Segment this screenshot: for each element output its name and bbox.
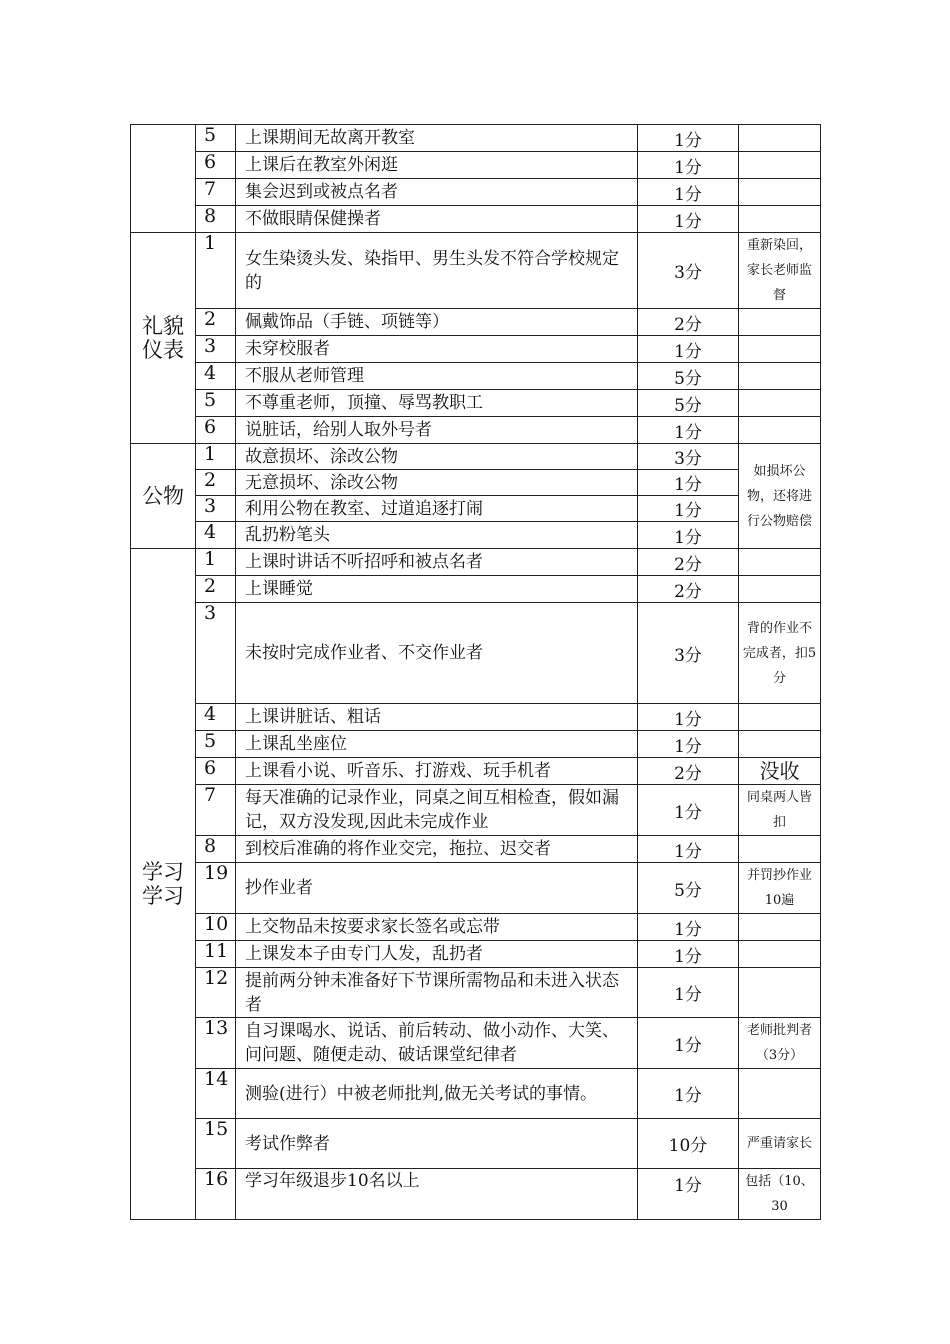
row-item: 学习年级退步10名以上 [236, 1169, 638, 1220]
row-item: 不服从老师管理 [236, 363, 638, 390]
row-item: 上课时讲话不听招呼和被点名者 [236, 549, 638, 576]
row-number: 4 [196, 704, 236, 731]
row-item: 集会迟到或被点名者 [236, 179, 638, 206]
table-row [131, 1018, 821, 1069]
row-note [739, 914, 821, 941]
row-number: 4 [196, 522, 236, 549]
row-score: 1分 [638, 496, 739, 522]
category-cell: 礼貌仪表 [131, 233, 196, 444]
row-note [739, 125, 821, 152]
row-item: 上课乱坐座位 [236, 731, 638, 758]
row-number: 14 [196, 1069, 236, 1119]
table-row [131, 941, 821, 968]
row-score: 3分 [638, 444, 739, 470]
row-score: 1分 [638, 152, 739, 179]
row-note: 背的作业不完成者，扣5分 [739, 603, 821, 704]
row-score: 2分 [638, 309, 739, 336]
row-number: 3 [196, 496, 236, 522]
row-score: 2分 [638, 758, 739, 785]
row-score: 1分 [638, 941, 739, 968]
row-score: 5分 [638, 390, 739, 417]
row-number: 19 [196, 863, 236, 914]
row-note [739, 206, 821, 233]
row-score: 1分 [638, 836, 739, 863]
row-note: 没收 [739, 758, 821, 785]
row-number: 8 [196, 836, 236, 863]
row-note: 并罚抄作业10遍 [739, 863, 821, 914]
row-item: 上课后在教室外闲逛 [236, 152, 638, 179]
row-item: 佩戴饰品（手链、项链等） [236, 309, 638, 336]
table-row [131, 309, 821, 336]
row-note [739, 363, 821, 390]
row-score: 1分 [638, 704, 739, 731]
row-number: 8 [196, 206, 236, 233]
row-note [739, 576, 821, 603]
table-row [131, 576, 821, 603]
row-number: 1 [196, 233, 236, 309]
row-item: 自习课喝水、说话、前后转动、做小动作、大笑、问问题、随便走动、破话课堂纪律者 [236, 1018, 638, 1069]
row-number: 5 [196, 731, 236, 758]
table-row [131, 233, 821, 309]
row-note [739, 417, 821, 444]
table-row [131, 336, 821, 363]
row-note [739, 968, 821, 1018]
table-row [131, 125, 821, 152]
table-row [131, 152, 821, 179]
row-item: 考试作弊者 [236, 1119, 638, 1169]
category-cell: 公物 [131, 444, 196, 549]
row-number: 1 [196, 444, 236, 470]
row-note [739, 179, 821, 206]
row-note: 老师批判者（3分） [739, 1018, 821, 1069]
row-number: 2 [196, 470, 236, 496]
row-item: 每天准确的记录作业，同桌之间互相检查，假如漏记，双方没发现,因此未完成作业 [236, 785, 638, 836]
row-number: 7 [196, 179, 236, 206]
table-row [131, 179, 821, 206]
table-row [131, 522, 821, 549]
row-note [739, 390, 821, 417]
row-score: 1分 [638, 1018, 739, 1069]
row-item: 不做眼睛保健操者 [236, 206, 638, 233]
row-number: 6 [196, 152, 236, 179]
row-number: 4 [196, 363, 236, 390]
row-number: 11 [196, 941, 236, 968]
row-note [739, 549, 821, 576]
table-row [131, 914, 821, 941]
table-row [131, 444, 821, 470]
row-score: 1分 [638, 914, 739, 941]
deduction-table [130, 124, 821, 1220]
table-row [131, 731, 821, 758]
row-note [739, 941, 821, 968]
row-item: 上课讲脏话、粗话 [236, 704, 638, 731]
table-row [131, 1119, 821, 1169]
row-number: 5 [196, 390, 236, 417]
row-score: 1分 [638, 125, 739, 152]
row-item: 上课期间无故离开教室 [236, 125, 638, 152]
row-score: 1分 [638, 731, 739, 758]
row-number: 3 [196, 603, 236, 704]
row-note: 同桌两人皆扣 [739, 785, 821, 836]
row-score: 1分 [638, 522, 739, 549]
row-item: 测验(进行）中被老师批判,做无关考试的事情。 [236, 1069, 638, 1119]
row-score: 1分 [638, 206, 739, 233]
row-item: 女生染烫头发、染指甲、男生头发不符合学校规定的 [236, 233, 638, 309]
row-score: 1分 [638, 1069, 739, 1119]
table-row [131, 968, 821, 1018]
row-item: 利用公物在教室、过道追逐打闹 [236, 496, 638, 522]
table-row [131, 603, 821, 704]
row-score: 1分 [638, 417, 739, 444]
row-item: 抄作业者 [236, 863, 638, 914]
row-item: 无意损坏、涂改公物 [236, 470, 638, 496]
table-row [131, 390, 821, 417]
table-row [131, 470, 821, 496]
row-item: 上交物品未按要求家长签名或忘带 [236, 914, 638, 941]
row-item: 不尊重老师，顶撞、辱骂教职工 [236, 390, 638, 417]
row-score: 2分 [638, 549, 739, 576]
row-score: 1分 [638, 336, 739, 363]
row-score: 5分 [638, 363, 739, 390]
row-item: 上课睡觉 [236, 576, 638, 603]
row-number: 2 [196, 576, 236, 603]
row-item: 乱扔粉笔头 [236, 522, 638, 549]
row-number: 2 [196, 309, 236, 336]
row-number: 3 [196, 336, 236, 363]
category-cell [131, 125, 196, 233]
row-note [739, 731, 821, 758]
row-score: 3分 [638, 233, 739, 309]
table-row [131, 1069, 821, 1119]
row-note [739, 309, 821, 336]
table-row [131, 704, 821, 731]
row-item: 说脏话，给别人取外号者 [236, 417, 638, 444]
table-row [131, 417, 821, 444]
table-row [131, 549, 821, 576]
row-number: 6 [196, 417, 236, 444]
row-score: 1分 [638, 968, 739, 1018]
table-row [131, 363, 821, 390]
table-row [131, 863, 821, 914]
row-number: 7 [196, 785, 236, 836]
row-score: 5分 [638, 863, 739, 914]
table-row [131, 836, 821, 863]
row-score: 3分 [638, 603, 739, 704]
row-item: 未按时完成作业者、不交作业者 [236, 603, 638, 704]
row-item: 上课看小说、听音乐、打游戏、玩手机者 [236, 758, 638, 785]
row-score: 1分 [638, 179, 739, 206]
table-row [131, 1169, 821, 1220]
row-note: 如损坏公物，还将进行公物赔偿 [739, 444, 821, 549]
row-item: 上课发本子由专门人发，乱扔者 [236, 941, 638, 968]
row-score: 2分 [638, 576, 739, 603]
row-number: 5 [196, 125, 236, 152]
row-note [739, 704, 821, 731]
table-row [131, 496, 821, 522]
row-number: 12 [196, 968, 236, 1018]
table-row [131, 206, 821, 233]
row-item: 故意损坏、涂改公物 [236, 444, 638, 470]
row-item: 未穿校服者 [236, 336, 638, 363]
row-note [739, 1069, 821, 1119]
category-cell: 学习学习 [131, 549, 196, 1220]
table-row [131, 785, 821, 836]
row-note: 重新染回，家长老师监督 [739, 233, 821, 309]
row-number: 15 [196, 1119, 236, 1169]
row-note [739, 836, 821, 863]
row-note: 包括（10、30 [739, 1169, 821, 1220]
row-number: 13 [196, 1018, 236, 1069]
row-number: 16 [196, 1169, 236, 1220]
table-row [131, 758, 821, 785]
row-score: 10分 [638, 1119, 739, 1169]
row-note [739, 152, 821, 179]
row-number: 1 [196, 549, 236, 576]
row-note [739, 336, 821, 363]
row-score: 1分 [638, 470, 739, 496]
row-item: 到校后准确的将作业交完，拖拉、迟交者 [236, 836, 638, 863]
row-score: 1分 [638, 785, 739, 836]
row-note: 严重请家长 [739, 1119, 821, 1169]
row-score: 1分 [638, 1169, 739, 1220]
row-number: 6 [196, 758, 236, 785]
row-item: 提前两分钟未准备好下节课所需物品和未进入状态者 [236, 968, 638, 1018]
row-number: 10 [196, 914, 236, 941]
